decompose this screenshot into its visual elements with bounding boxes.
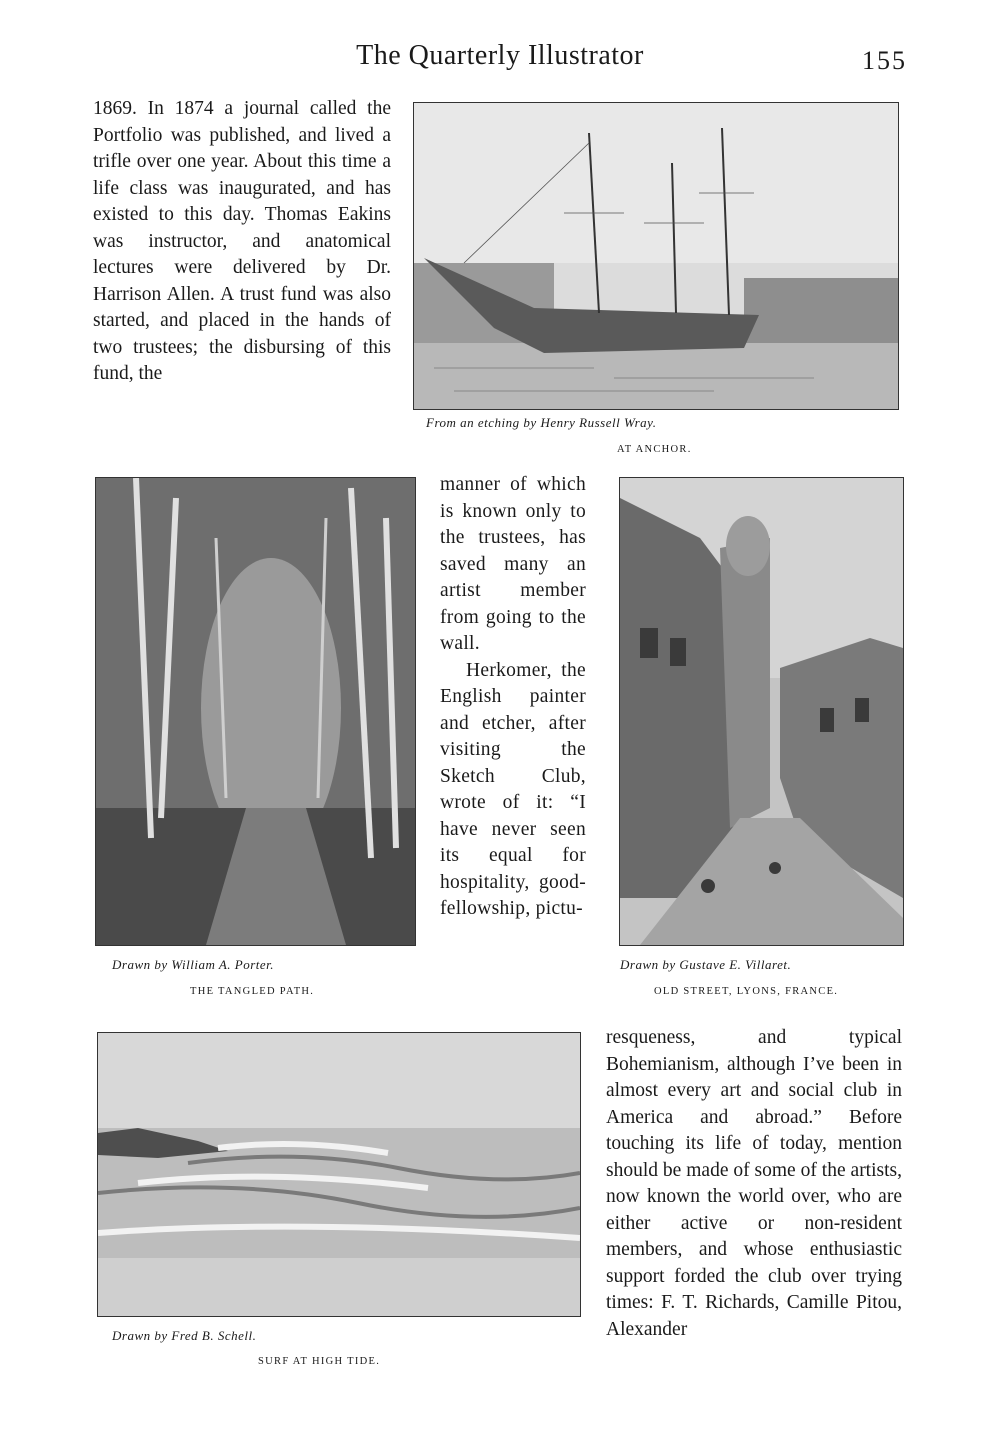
illustration-tangled-path xyxy=(95,477,416,946)
illustration-at-anchor xyxy=(413,102,899,410)
figure-title: OLD STREET, LYONS, FRANCE. xyxy=(654,986,839,997)
forest-drawing-image xyxy=(96,478,415,945)
paragraph: Herkomer, the English painter and etcher, after visiting the Sketch Club, wrote of it: “I have never seen its equal for hospitality, good-fellowship, pictu- xyxy=(440,659,586,919)
figure-title: AT ANCHOR. xyxy=(617,444,692,455)
text-column-3 xyxy=(606,1025,902,1343)
illustration-old-street xyxy=(619,477,904,946)
surf-drawing-image xyxy=(98,1033,580,1316)
paragraph: 1869. In 1874 a journal called the Portfolio was published, and lived a trifle over one year. About this time a life class was inaugurated, and has existed to this day. Thomas Eakins was instructor, and anatomical lectures were delivered by Dr. Harrison Allen. A trust fund was also started, and placed in the hands of two trustees; the disbursing of this fund, the xyxy=(93,98,391,384)
figure-credit: From an etching by Henry Russell Wray. xyxy=(426,415,657,430)
street-drawing-image xyxy=(620,478,903,945)
paragraph: manner of which is known only to the trustees, has saved many an artist member from going to the wall. xyxy=(440,474,586,654)
figure-title: SURF AT HIGH TIDE. xyxy=(258,1356,381,1367)
illustration-surf xyxy=(97,1032,581,1317)
figure-credit: Drawn by Gustave E. Villaret. xyxy=(620,957,792,972)
ship-etching-image xyxy=(414,103,898,409)
figure-title: THE TANGLED PATH. xyxy=(190,986,315,997)
paragraph: resqueness, and typical Bohemianism, although I’ve been in almost every art and social club in America and abroad.” Before touching its life of today, mention should be made of some of the artists, now known the world over, who are either active or non-resident members, and whose enthusiastic support forded the club over trying times: F. T. Richards, Camille Pitou, Alexander xyxy=(606,1027,902,1340)
figure-credit: Drawn by William A. Porter. xyxy=(112,957,275,972)
figure-credit: Drawn by Fred B. Schell. xyxy=(112,1328,257,1343)
page-number: 155 xyxy=(862,46,907,75)
text-column-2 xyxy=(440,472,586,923)
text-column-1 xyxy=(93,96,391,388)
running-title: The Quarterly Illustrator xyxy=(356,40,644,71)
